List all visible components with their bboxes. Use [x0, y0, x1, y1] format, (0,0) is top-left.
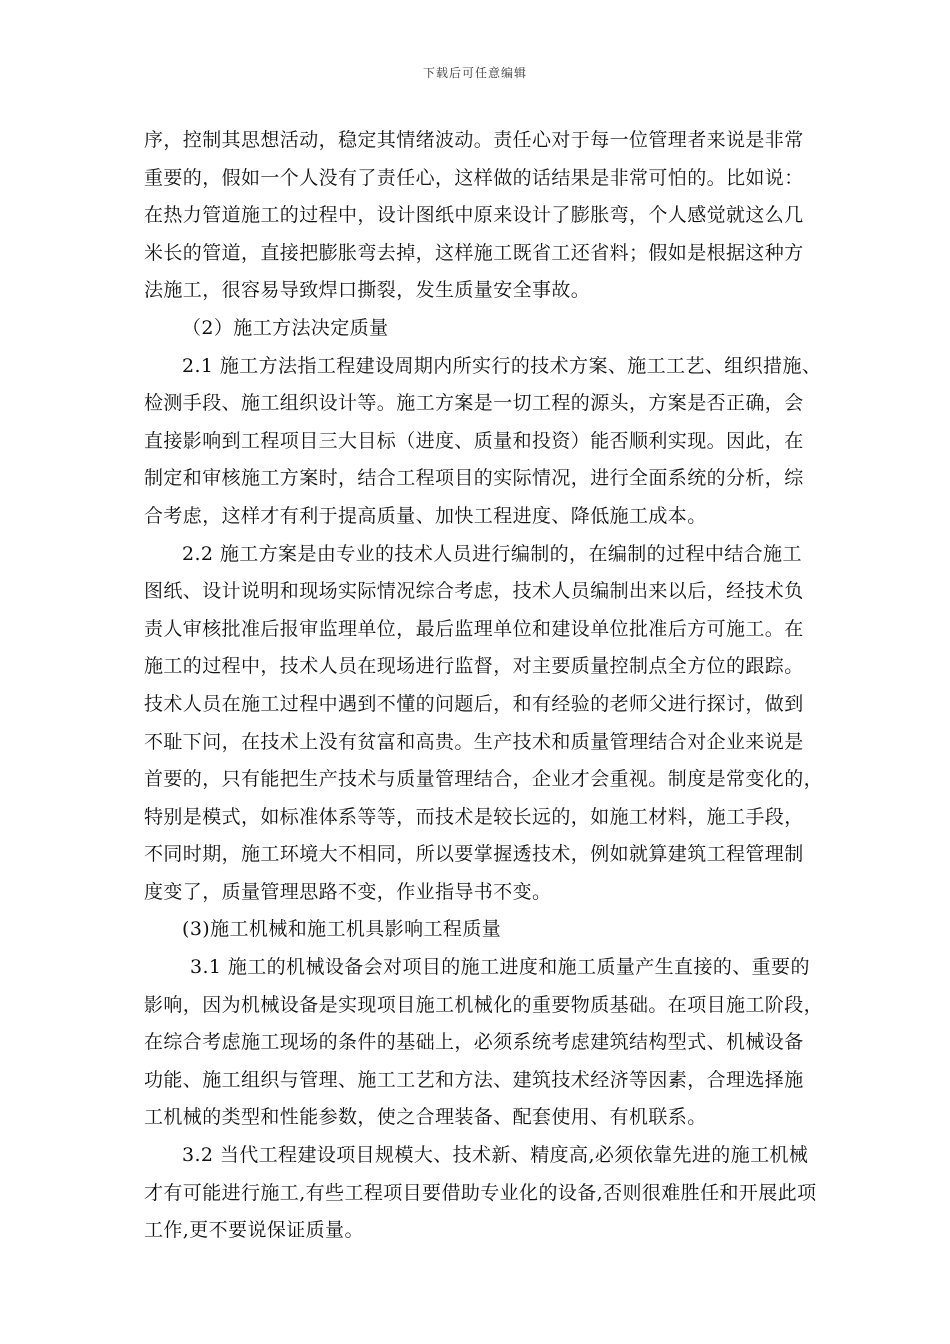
text-line: 特别是模式，如标准体系等等，而技术是较长远的，如施工材料，施工手段，	[144, 805, 804, 828]
text-line: 度变了，质量管理思路不变，作业指导书不变。	[144, 880, 552, 903]
page-header: 下载后可任意编辑	[422, 66, 527, 80]
text-line: 在热力管道施工的过程中，设计图纸中原来设计了膨胀弯，个人感觉就这么几	[144, 204, 804, 227]
text-line: 制定和审核施工方案时，结合工程项目的实际情况，进行全面系统的分析，综	[144, 467, 804, 490]
text-line: 首要的，只有能把生产技术与质量管理结合，企业才会重视。制度是常变化的，	[144, 768, 824, 791]
text-line: 图纸、设计说明和现场实际情况综合考虑，技术人员编制出来以后，经技术负	[144, 580, 804, 603]
text-line: 米长的管道，直接把膨胀弯去掉，这样施工既省工还省料；假如是根据这种方	[144, 241, 804, 264]
text-line: 施工的过程中，技术人员在现场进行监督，对主要质量控制点全方位的跟踪。	[144, 655, 804, 678]
text-line: 直接影响到工程项目三大目标（进度、质量和投资）能否顺利实现。因此，在	[144, 429, 804, 452]
paragraph-start: 3.1 施工的机械设备会对项目的施工进度和施工质量产生直接的、重要的	[190, 956, 810, 979]
section-heading: (3)施工机械和施工机具影响工程质量	[182, 918, 502, 941]
text-line: 法施工，很容易导致焊口撕裂，发生质量安全事故。	[144, 279, 591, 302]
text-line: 序，控制其思想活动，稳定其情绪波动。责任心对于每一位管理者来说是非常	[144, 129, 804, 151]
text-line: 工机械的类型和性能参数，使之合理装备、配套使用、有机联系。	[144, 1106, 707, 1129]
text-line: 检测手段、施工组织设计等。施工方案是一切工程的源头，方案是否正确，会	[144, 392, 804, 415]
text-line: 工作,更不要说保证质量。	[144, 1219, 364, 1242]
text-line: 不耻下问，在技术上没有贫富和高贵。生产技术和质量管理结合对企业来说是	[144, 730, 804, 753]
paragraph-start: 3.2 当代工程建设项目规模大、技术新、精度高,必须依靠先进的施工机械	[182, 1144, 809, 1167]
text-line: 重要的，假如一个人没有了责任心，这样做的话结果是非常可怕的。比如说：	[144, 166, 804, 189]
text-line: 合考虑，这样才有利于提高质量、加快工程进度、降低施工成本。	[144, 504, 707, 527]
text-line: 在综合考虑施工现场的条件的基础上，必须系统考虑建筑结构型式、机械设备	[144, 1031, 804, 1054]
section-heading: （2）施工方法决定质量	[182, 316, 389, 339]
text-line: 责人审核批准后报审监理单位，最后监理单位和建设单位批准后方可施工。在	[144, 617, 804, 640]
paragraph-start: 2.2 施工方案是由专业的技术人员进行编制的，在编制的过程中结合施工	[182, 542, 802, 565]
text-line: 影响，因为机械设备是实现项目施工机械化的重要物质基础。在项目施工阶段，	[144, 993, 824, 1016]
text-line: 不同时期，施工环境大不相同，所以要掌握透技术，例如就算建筑工程管理制	[144, 843, 804, 866]
text-line: 才有可能进行施工,有些工程项目要借助专业化的设备,否则很难胜任和开展此项	[144, 1181, 817, 1204]
text-line: 功能、施工组织与管理、施工工艺和方法、建筑技术经济等因素，合理选择施	[144, 1068, 804, 1091]
paragraph-start: 2.1 施工方法指工程建设周期内所实行的技术方案、施工工艺、组织措施、	[182, 354, 822, 377]
text-line: 技术人员在施工过程中遇到不懂的问题后，和有经验的老师父进行探讨，做到	[144, 692, 804, 715]
document-body	[144, 122, 824, 1250]
